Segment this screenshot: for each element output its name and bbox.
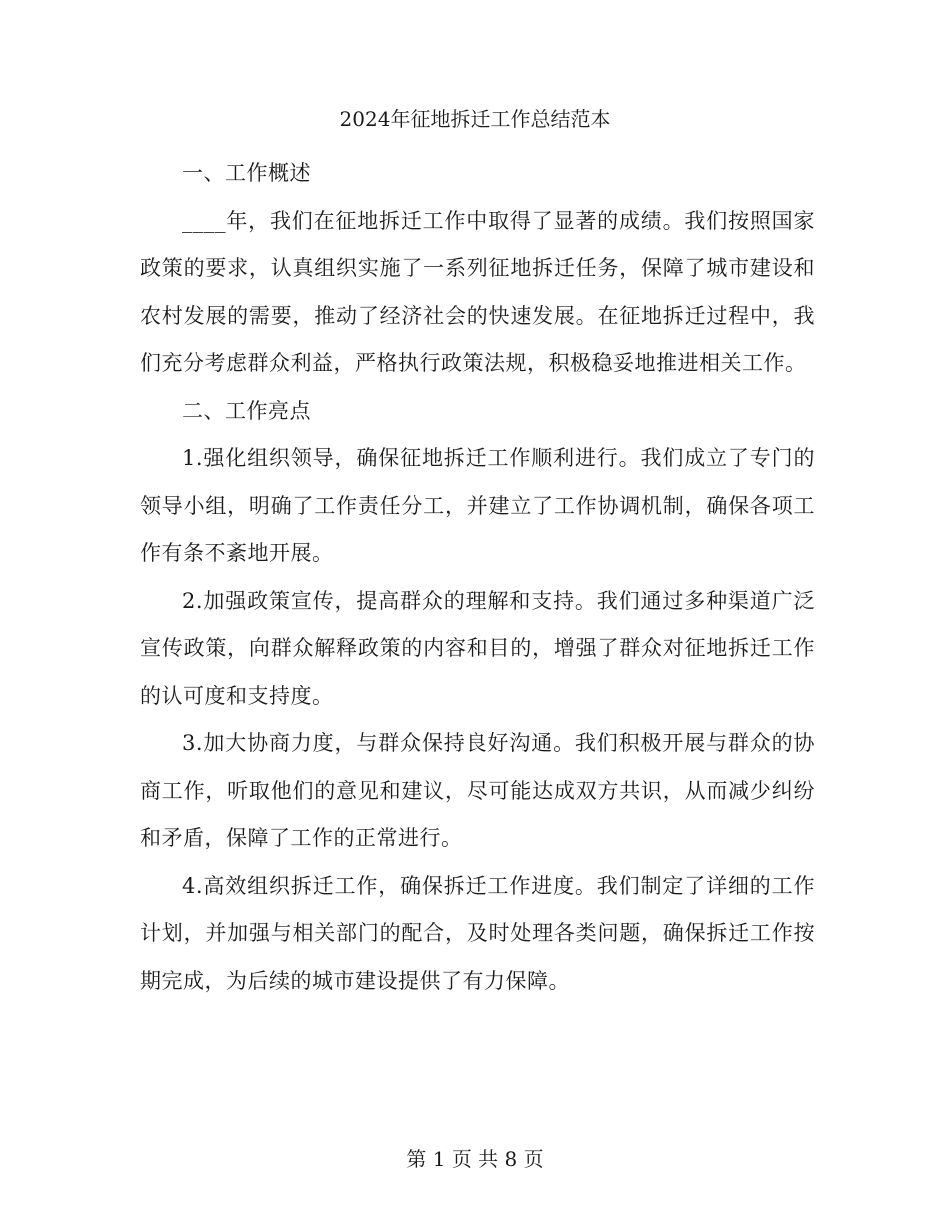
page-number-footer: 第 1 页 共 8 页 [406, 1147, 544, 1171]
highlight-paragraph-4: 4.高效组织拆迁工作，确保拆迁工作进度。我们制定了详细的工作计划，并加强与相关部门的配合，及时处理各类问题，确保拆迁工作按期完成，为后续的城市建设提供了有力保障。 [140, 873, 815, 993]
highlight-paragraph-1: 1.强化组织领导，确保征地拆迁工作顺利进行。我们成立了专门的领导小组，明确了工作责任分工，并建立了工作协调机制，确保各项工作有条不紊地开展。 [140, 446, 815, 565]
document-body [140, 150, 815, 1005]
overview-paragraph: ____年，我们在征地拆迁工作中取得了显著的成绩。我们按照国家政策的要求，认真组织实施了一系列征地拆迁任务，保障了城市建设和农村发展的需要，推动了经济社会的快速发展。在征地拆迁过程中，我们充分考虑群众利益，严格执行政策法规，积极稳妥地推进相关工作。 [140, 208, 815, 375]
highlight-paragraph-2: 2.加强政策宣传，提高群众的理解和支持。我们通过多种渠道广泛宣传政策，向群众解释政策的内容和目的，增强了群众对征地拆迁工作的认可度和支持度。 [140, 588, 815, 708]
document-title: 2024年征地拆迁工作总结范本 [339, 107, 611, 131]
section-heading-overview: 一、工作概述 [182, 161, 311, 185]
highlight-paragraph-3: 3.加大协商力度，与群众保持良好沟通。我们积极开展与群众的协商工作，听取他们的意见和建议，尽可能达成双方共识，从而减少纠纷和矛盾，保障了工作的正常进行。 [140, 731, 815, 850]
section-heading-highlights: 二、工作亮点 [182, 398, 311, 423]
